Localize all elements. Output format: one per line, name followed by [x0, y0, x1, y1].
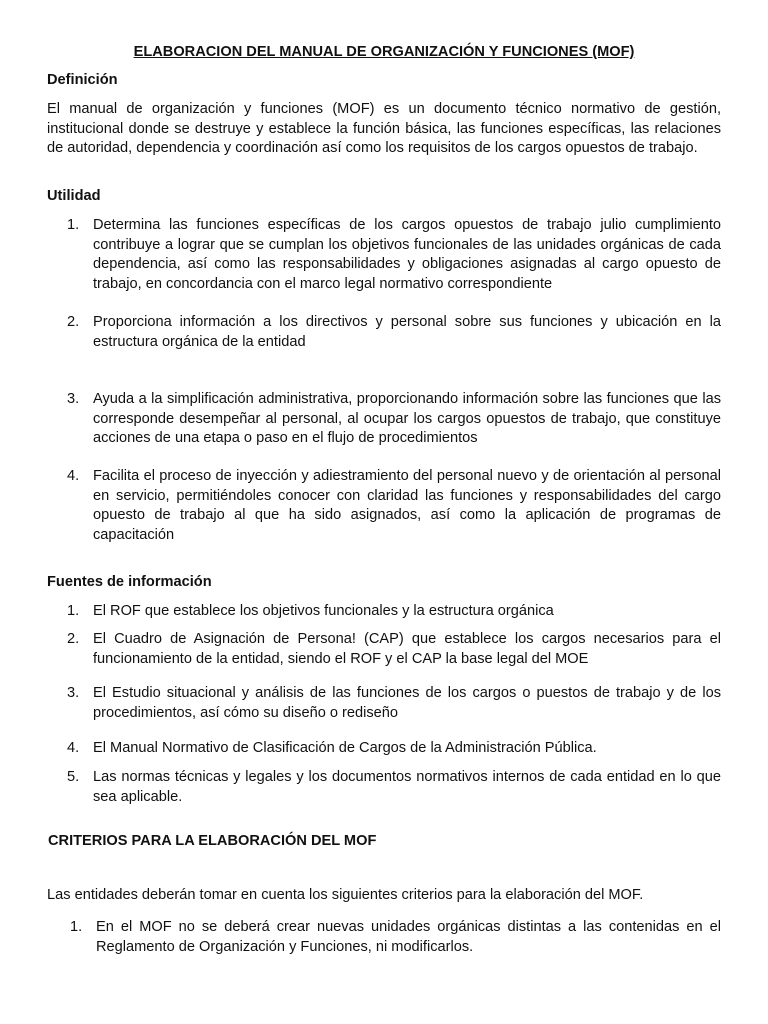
list-number: 2. [67, 631, 80, 647]
list-text: Las normas técnicas y legales y los documentos normativos internos de cada entidad en lo que sea aplicable. [93, 769, 721, 805]
list-number: 3. [67, 685, 80, 701]
criterios-intro: Las entidades deberán tomar en cuenta los siguientes criterios para la elaboración del MOF. [47, 887, 644, 903]
list-text: Determina las funciones específicas de los cargos opuestos de trabajo julio cumplimiento contribuye a lograr que se cumplan los objetivos funcionales de las unidades orgánicas de cada dependencia, así como las responsabilidades y obligaciones asignadas al cargo opuesto de trabajo, en concordancia con el marco legal normativo correspondiente [93, 217, 721, 292]
utilidad-item-1 [67, 216, 721, 294]
criterios-item-1 [70, 918, 721, 957]
definicion-paragraph: El manual de organización y funciones (MOF) es un documento técnico normativo de gestión, institucional donde se destruye y establece la función básica, las funciones específicas, las relaciones de autoridad, dependencia y coordinación así como los requisitos de los cargos opuestos de trabajo. [47, 101, 721, 156]
utilidad-item-4 [67, 467, 721, 545]
fuentes-item-4 [67, 739, 721, 759]
list-text: El Manual Normativo de Clasificación de Cargos de la Administración Pública. [93, 740, 597, 756]
list-number: 5. [67, 769, 80, 785]
list-text: Facilita el proceso de inyección y adiestramiento del personal nuevo y de orientación al personal en servicio, permitiéndoles conocer con claridad las funciones y responsabilidades del cargo opuesto de trabajo al que ha sido asignados, así como la aplicación de programas de capacitación [93, 468, 721, 543]
fuentes-item-1 [67, 602, 721, 622]
list-number: 4. [67, 468, 80, 484]
heading-definicion: Definición [47, 72, 118, 88]
heading-criterios: CRITERIOS PARA LA ELABORACIÓN DEL MOF [48, 833, 377, 849]
list-text: El ROF que establece los objetivos funcionales y la estructura orgánica [93, 603, 554, 619]
heading-fuentes: Fuentes de información [47, 574, 212, 590]
list-number: 1. [67, 603, 80, 619]
list-text: Proporciona información a los directivos y personal sobre sus funciones y ubicación en la estructura orgánica de la entidad [93, 314, 721, 350]
heading-utilidad: Utilidad [47, 188, 101, 204]
list-text: En el MOF no se deberá crear nuevas unidades orgánicas distintas a las contenidas en el Reglamento de Organización y Funciones, ni modificarlos. [96, 919, 721, 955]
list-text: Ayuda a la simplificación administrativa, proporcionando información sobre las funciones que las corresponde desempeñar al personal, al ocupar los cargos opuestos de trabajo, que constituye acciones de una etapa o paso en el flujo de procedimientos [93, 391, 721, 446]
document-title: ELABORACION DEL MANUAL DE ORGANIZACIÓN Y FUNCIONES (MOF) [133, 44, 635, 60]
list-text: El Estudio situacional y análisis de las funciones de los cargos o puestos de trabajo y de los procedimientos, así cómo su diseño o rediseño [93, 685, 721, 721]
fuentes-item-3 [67, 684, 721, 723]
list-number: 1. [70, 919, 83, 935]
list-text: El Cuadro de Asignación de Persona! (CAP) que establece los cargos necesarios para el funcionamiento de la entidad, siendo el ROF y el CAP la base legal del MOE [93, 631, 721, 667]
utilidad-item-3 [67, 390, 721, 449]
list-number: 3. [67, 391, 80, 407]
list-number: 2. [67, 314, 80, 330]
list-number: 4. [67, 740, 80, 756]
fuentes-item-2 [67, 630, 721, 669]
list-number: 1. [67, 217, 80, 233]
utilidad-item-2 [67, 313, 721, 352]
fuentes-item-5 [67, 768, 721, 807]
